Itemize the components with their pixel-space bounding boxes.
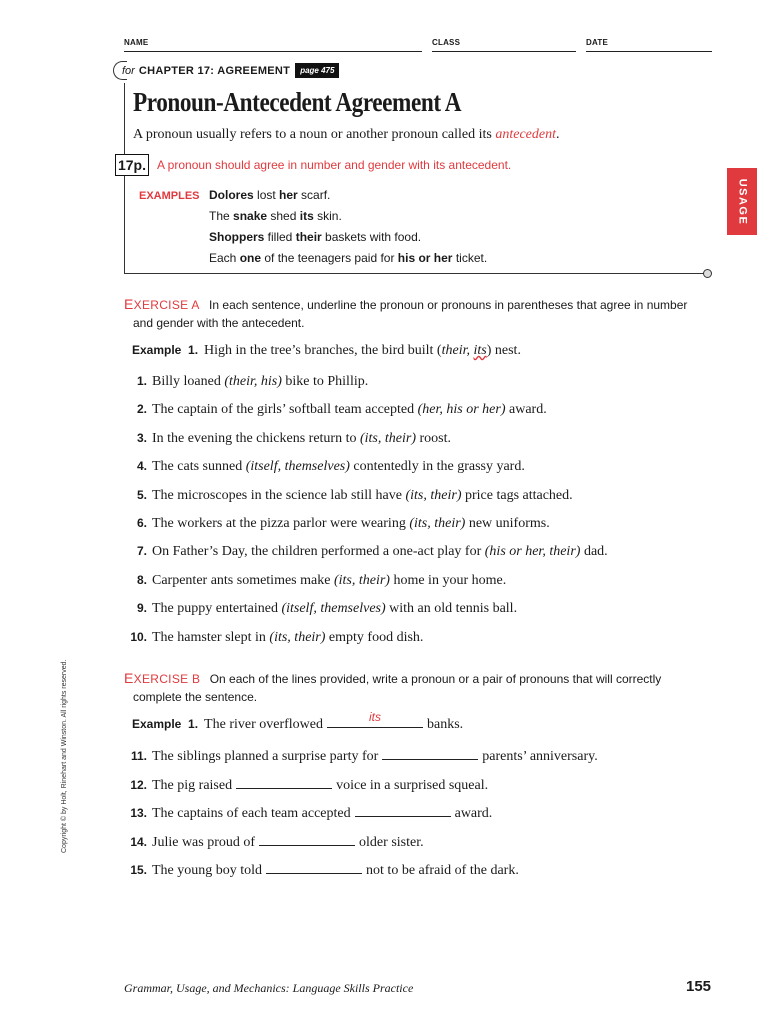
pronoun-choices[interactable]: (its, their) (409, 516, 466, 531)
usage-side-tab (727, 168, 757, 235)
intro-term: antecedent (495, 127, 556, 142)
exercise-a-example (124, 343, 521, 359)
item-sentence-start: Billy loaned (152, 374, 225, 389)
item-sentence-start: The workers at the pizza parlor were wearing (152, 516, 410, 531)
example-text: ticket. (452, 251, 488, 265)
item-sentence-start: In the evening the chickens return to (152, 431, 360, 446)
example-text: of the teenagers paid for (261, 251, 398, 265)
page-number: 155 (686, 978, 712, 995)
intro-sentence: A pronoun usually refers to a noun or another pronoun called its (133, 127, 492, 142)
pronoun-choices[interactable]: (its, their) (405, 488, 462, 503)
item-number: 12. (130, 778, 147, 792)
example-text: skin. (313, 209, 342, 223)
example-text: Each (209, 251, 240, 265)
answer-blank[interactable] (382, 748, 478, 760)
answer-blank[interactable] (266, 862, 362, 874)
pronoun-choices[interactable]: (their, his) (224, 374, 282, 389)
intro-end: . (556, 127, 560, 142)
item-sentence-end: older sister. (359, 835, 424, 850)
item-number: 13. (130, 806, 147, 820)
exercise-a-item (124, 544, 608, 560)
item-sentence-start: The young boy told (152, 863, 263, 878)
example-key-word: his or her (397, 251, 453, 265)
item-sentence-start: Julie was proud of (152, 835, 256, 850)
item-sentence-end: dad. (580, 544, 608, 559)
exercise-a-instruction: In each sentence, underline the pronoun or pronouns in parentheses that agree in number (209, 298, 688, 312)
exercise-a-title: EXERCISE A (124, 296, 200, 312)
item-number: 6. (136, 516, 147, 530)
example-sentence (209, 251, 487, 265)
item-number: 15. (130, 863, 147, 877)
example-sentence (209, 188, 330, 202)
chapter-for-label: for (122, 64, 135, 77)
example-label: Example 1. (132, 343, 199, 357)
exercise-b-item (124, 748, 598, 765)
exercise-b-item (124, 862, 519, 879)
example-key-word: their (295, 230, 322, 244)
pronoun-choices[interactable]: (her, his or her) (417, 402, 506, 417)
example-key-word: Shoppers (209, 230, 265, 244)
exercise-a-item (124, 573, 506, 589)
item-sentence-end: award. (505, 402, 547, 417)
example-text: baskets with food. (321, 230, 422, 244)
exercise-a-item (124, 601, 517, 617)
item-sentence-start: The cats sunned (152, 459, 246, 474)
rule-text: A pronoun should agree in number and gender with its antecedent. (157, 158, 512, 172)
exercise-b-instruction: On each of the lines provided, write a pronoun or a pair of pronouns that will correctly (209, 672, 662, 686)
exercise-a-heading (124, 295, 714, 332)
class-field[interactable] (432, 51, 576, 52)
item-sentence-start: The captains of each team accepted (152, 806, 351, 821)
item-sentence-end: price tags attached. (461, 488, 573, 503)
example-underlined-answer: its (473, 343, 487, 358)
item-number: 3. (136, 431, 147, 445)
name-label: NAME (124, 38, 149, 47)
item-sentence-end: not to be afraid of the dark. (366, 863, 519, 878)
item-sentence-start: On Father’s Day, the children performed a one-act play for (152, 544, 485, 559)
item-sentence-start: The hamster slept in (152, 630, 270, 645)
example-key-word: its (299, 209, 314, 223)
exercise-a-item (124, 402, 547, 418)
answer-blank[interactable] (355, 805, 451, 817)
date-field[interactable] (586, 51, 712, 52)
rule-box-left-border (124, 83, 125, 274)
exercise-a-item (124, 459, 525, 475)
page-title: Pronoun-Antecedent Agreement A (133, 87, 462, 117)
exercise-b-item (124, 777, 488, 794)
example-sentence (209, 230, 421, 244)
intro-text (133, 127, 560, 143)
item-sentence-end: home in your home. (389, 573, 507, 588)
exercise-a-instruction-cont: and gender with the antecedent. (133, 316, 305, 330)
item-sentence-start: The siblings planned a surprise party for (152, 749, 379, 764)
item-sentence-start: Carpenter ants sometimes make (152, 573, 334, 588)
pronoun-choices[interactable]: (its, their) (359, 431, 416, 446)
date-label: DATE (586, 38, 608, 47)
example-key-word: Dolores (209, 188, 254, 202)
exercise-b-heading (124, 669, 714, 706)
item-sentence-start: The pig raised (152, 778, 233, 793)
item-sentence-end: with an old tennis ball. (385, 601, 518, 616)
example-b-sentence-end: banks. (427, 717, 464, 732)
item-sentence-start: The captain of the girls’ softball team accepted (152, 402, 418, 417)
item-number: 14. (130, 835, 147, 849)
rule-box-end-dot (703, 269, 712, 278)
example-text: filled (264, 230, 296, 244)
example-sentence-end: ) nest. (486, 343, 521, 358)
answer-blank[interactable] (236, 777, 332, 789)
examples-label: EXAMPLES (139, 190, 200, 202)
example-text: The (209, 209, 234, 223)
page-reference-badge: page 475 (295, 63, 339, 78)
chapter-title: CHAPTER 17: AGREEMENT (138, 64, 291, 77)
example-text: shed (267, 209, 300, 223)
example-b-sentence-start: The river overflowed (204, 717, 323, 732)
item-sentence-end: contentedly in the grassy yard. (349, 459, 525, 474)
example-b-label: Example 1. (132, 717, 199, 731)
item-sentence-end: award. (454, 806, 493, 821)
example-sentence (209, 209, 342, 223)
item-number: 7. (136, 544, 147, 558)
exercise-a-item (124, 630, 423, 646)
item-number: 9. (136, 601, 147, 615)
item-number: 1. (136, 374, 147, 388)
pronoun-choices[interactable]: (itself, themselves) (245, 459, 350, 474)
item-number: 8. (136, 573, 147, 587)
copyright-notice: Copyright © by Holt, Rinehart and Winston. All rights reserved. (61, 659, 68, 853)
item-number: 5. (136, 488, 147, 502)
item-number: 2. (136, 402, 147, 416)
example-text: lost (253, 188, 280, 202)
example-sentence-start: High in the tree’s branches, the bird built ( (204, 343, 442, 358)
answer-blank[interactable] (259, 834, 355, 846)
rule-number: 17p. (115, 154, 149, 176)
item-sentence-end: roost. (415, 431, 451, 446)
exercise-b-example (124, 710, 464, 733)
pronoun-choices[interactable]: (its, their) (333, 573, 390, 588)
item-sentence-end: new uniforms. (465, 516, 550, 531)
exercise-a-item (124, 374, 368, 390)
exercise-b-title: EXERCISE B (124, 670, 201, 686)
item-number: 10. (130, 630, 147, 644)
exercise-b-item (124, 834, 424, 851)
name-field[interactable] (124, 51, 422, 52)
class-label: CLASS (432, 38, 461, 47)
item-sentence-end: voice in a surprised squeal. (336, 778, 489, 793)
item-sentence-start: The microscopes in the science lab still have (152, 488, 406, 503)
exercise-a-item (124, 488, 573, 504)
example-key-word: snake (233, 209, 268, 223)
item-sentence-end: parents’ anniversary. (482, 749, 598, 764)
pronoun-choices[interactable]: (his or her, their) (484, 544, 581, 559)
example-b-answer: its (369, 710, 381, 724)
footer-book-title: Grammar, Usage, and Mechanics: Language Skills Practice (124, 981, 414, 995)
pronoun-choices[interactable]: (itself, themselves) (281, 601, 386, 616)
exercise-a-item (124, 516, 550, 532)
chapter-tag-bracket (113, 61, 127, 80)
item-sentence-end: empty food dish. (325, 630, 424, 645)
item-sentence-start: The puppy entertained (152, 601, 282, 616)
pronoun-choices[interactable]: (its, their) (269, 630, 326, 645)
item-sentence-end: bike to Phillip. (281, 374, 369, 389)
usage-tab-label: USAGE (736, 178, 748, 225)
exercise-b-instruction-cont: complete the sentence. (133, 690, 258, 704)
example-choice: their, (441, 343, 474, 358)
example-b-blank (327, 710, 423, 728)
chapter-tag (113, 61, 339, 80)
exercise-b-item (124, 805, 492, 822)
example-key-word: one (239, 251, 262, 265)
rule-box-bottom-border (124, 273, 708, 274)
exercise-a-item (124, 431, 451, 447)
item-number: 11. (130, 749, 147, 763)
example-key-word: her (279, 188, 298, 202)
item-number: 4. (136, 459, 147, 473)
example-text: scarf. (297, 188, 331, 202)
